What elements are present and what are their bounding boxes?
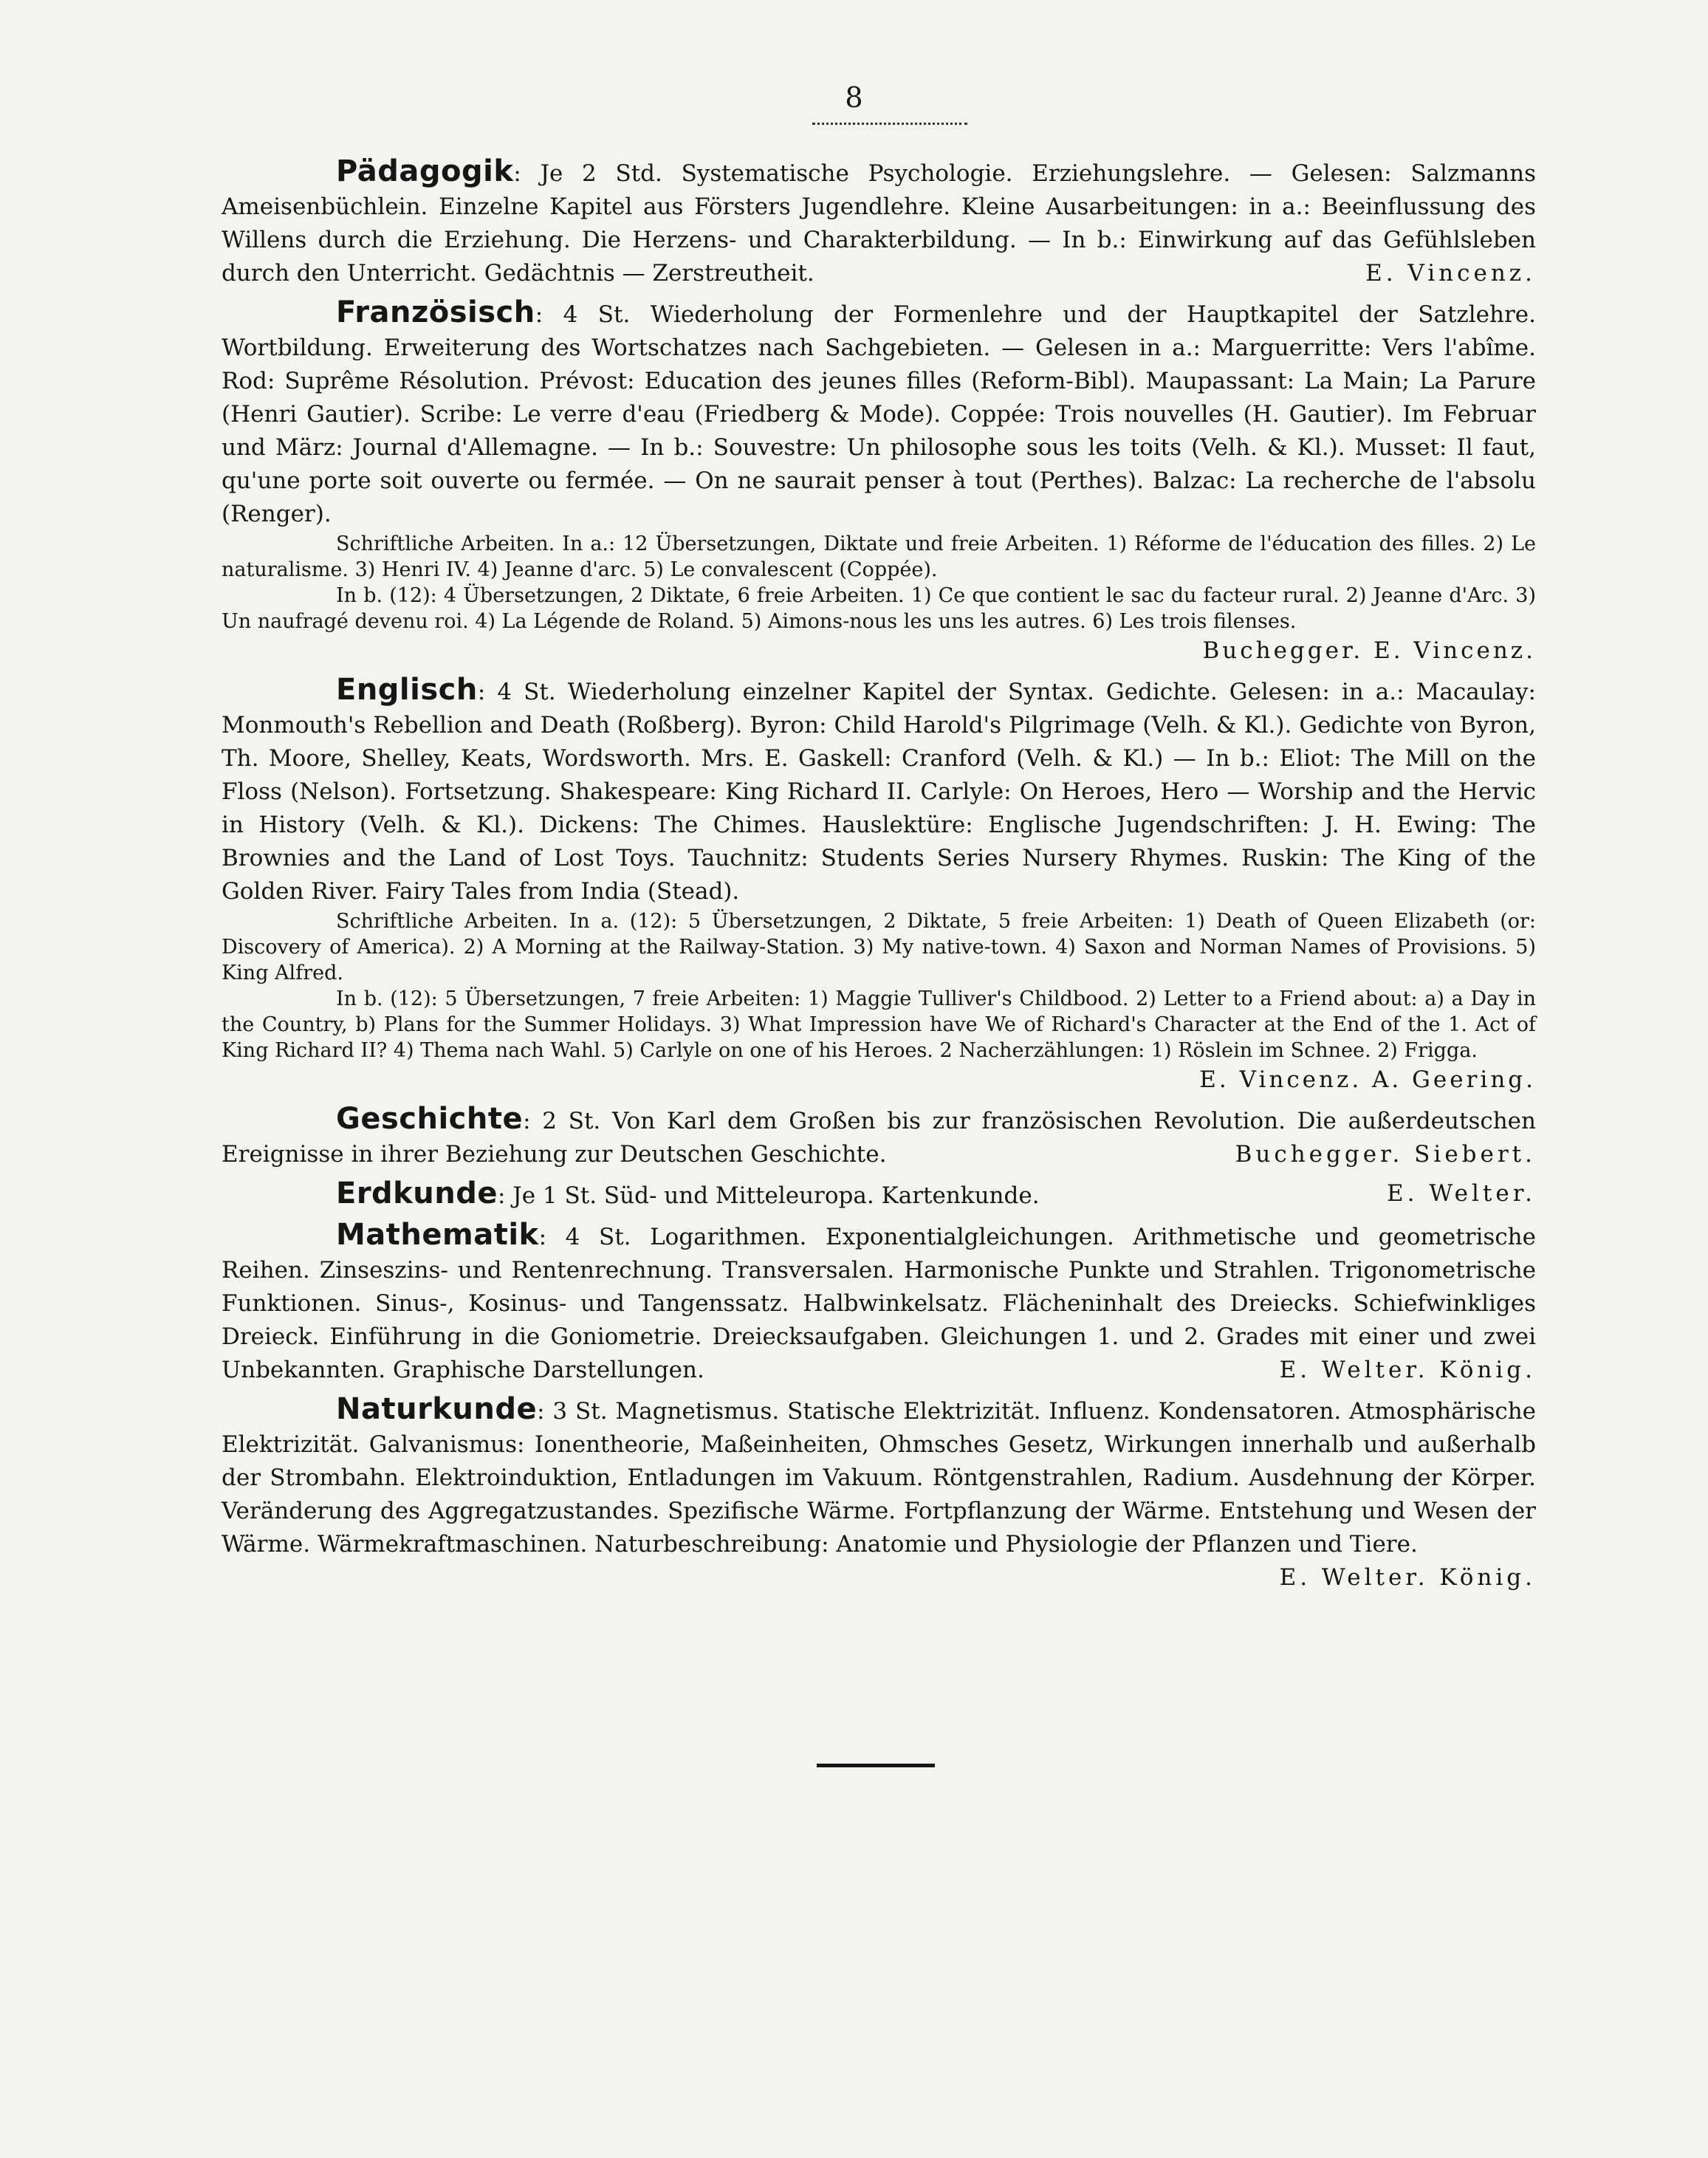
- closing-rule: [817, 1764, 935, 1767]
- franzoesisch-written-a: Schriftliche Arbeiten. In a.: 12 Übersetzungen, Diktate und freie Arbeiten. 1) Réforme de l'éducation des filles. 2) Le naturalisme. 3) Henri IV. 4) Jeanne d'arc. 5) Le convalescent (Coppée).: [222, 532, 1536, 581]
- franzoesisch-teacher: Buchegger. E. Vincenz.: [1202, 637, 1536, 664]
- heading-naturkunde: Naturkunde: [336, 1392, 538, 1426]
- mathematik-text: : 4 St. Logarithmen. Exponentialgleichungen. Arithmetische und geometrische Reihen. Zinseszins- und Rentenrechnung. Transversalen. Harmonische Punkte und Strahlen. Trigonometrische Funktionen. Sinus-, Kosinus- und Tangenssatz. Halbwinkelsatz. Flächeninhalt des Dreiecks. Schiefwinkliges Dreieck. Einführung in die Goniometrie. Dreiecksaufgaben. Gleichungen 1. und 2. Grades mit einer und zwei Unbekannten. Graphische Darstellungen.: [222, 1224, 1536, 1383]
- section-paedagogik: [222, 155, 1536, 290]
- section-franzoesisch: [222, 296, 1536, 668]
- heading-geschichte: Geschichte: [336, 1102, 524, 1136]
- heading-erdkunde: Erdkunde: [336, 1176, 498, 1210]
- heading-franzoesisch: Französisch: [336, 295, 535, 329]
- heading-mathematik: Mathematik: [336, 1218, 539, 1252]
- section-erdkunde: [222, 1177, 1536, 1213]
- paedagogik-text: : Je 2 Std. Systematische Psychologie. Erziehungslehre. — Gelesen: Salzmanns Ameisenbüchlein. Einzelne Kapitel aus Försters Jugendlehre. Kleine Ausarbeitungen: in a.: Beeinflussung des Willens durch die Erziehung. Die Herzens- und Charakterbildung. — In b.: Einwirkung auf das Gefühlsleben durch den Unterricht. Gedächtnis — Zerstreutheit.: [222, 160, 1536, 287]
- heading-englisch: Englisch: [336, 673, 478, 707]
- naturkunde-text: : 3 St. Magnetismus. Statische Elektrizität. Influenz. Kondensatoren. Atmosphärische Elektrizität. Galvanismus: Ionentheorie, Maßeinheiten, Ohmsches Gesetz, Wirkungen innerhalb und außerhalb der Strombahn. Elektroinduktion, Entladungen im Vakuum. Röntgenstrahlen, Radium. Ausdehnung der Körper. Veränderung des Aggregatzustandes. Spezifische Wärme. Fortpflanzung der Wärme. Entstehung und Wesen der Wärme. Wärmekraftmaschinen. Naturbeschreibung: Anatomie und Physiologie der Pflanzen und Tiere.: [222, 1398, 1536, 1558]
- geschichte-text: : 2 St. Von Karl dem Großen bis zur französischen Revolution. Die außerdeutschen Ereignisse in ihrer Beziehung zur Deutschen Geschichte.: [222, 1108, 1536, 1168]
- curriculum-text: [222, 155, 1536, 1594]
- heading-paedagogik: Pädagogik: [336, 154, 514, 188]
- mathematik-teacher: E. Welter. König.: [1279, 1357, 1536, 1383]
- englisch-text: : 4 St. Wiederholung einzelner Kapitel der Syntax. Gedichte. Gelesen: in a.: Macaulay: Monmouth's Rebellion and Death (Roßberg). Byron: Child Harold's Pilgrimage (Velh. & Kl.). Gedichte von Byron, Th. Moore, Shelley, Keats, Wordsworth. Mrs. E. Gaskell: Cranford (Velh. & Kl.) — In b.: Eliot: The Mill on the Floss (Nelson). Fortsetzung. Shakespeare: King Richard II. Carlyle: On Heroes, Hero — Worship and the Hervic in History (Velh. & Kl.). Dickens: The Chimes. Hauslektüre: Englische Jugendschriften: J. H. Ewing: The Brownies and the Land of Lost Toys. Tauchnitz: Students Series Nursery Rhymes. Ruskin: The King of the Golden River. Fairy Tales from India (Stead).: [222, 679, 1536, 905]
- englisch-teacher: E. Vincenz. A. Geering.: [1199, 1066, 1536, 1093]
- franzoesisch-written-b: In b. (12): 4 Übersetzungen, 2 Diktate, 6 freie Arbeiten. 1) Ce que contient le sac du facteur rural. 2) Jeanne d'Arc. 3) Un naufragé devenu roi. 4) La Légende de Roland. 5) Aimons-nous les uns les autres. 6) Les trois filenses.: [222, 584, 1536, 633]
- page-number: 8: [845, 81, 863, 114]
- section-mathematik: [222, 1219, 1536, 1387]
- geschichte-teacher: Buchegger. Siebert.: [1235, 1141, 1536, 1168]
- section-geschichte: [222, 1103, 1536, 1171]
- section-englisch: [222, 674, 1536, 1097]
- paedagogik-teacher: E. Vincenz.: [1365, 260, 1536, 287]
- franzoesisch-text: : 4 St. Wiederholung der Formenlehre und der Hauptkapitel der Satzlehre. Wortbildung. Erweiterung des Wortschatzes nach Sachgebieten. — Gelesen in a.: Marguerritte: Vers l'abîme. Rod: Suprême Résolution. Prévost: Education des jeunes filles (Reform-Bibl). Maupassant: La Main; La Parure (Henri Gautier). Scribe: Le verre d'eau (Friedberg & Mode). Coppée: Trois nouvelles (H. Gautier). Im Februar und März: Journal d'Allemagne. — In b.: Souvestre: Un philosophe sous les toits (Velh. & Kl.). Musset: Il faut, qu'une porte soit ouverte ou fermée. — On ne saurait penser à tout (Perthes). Balzac: La recherche de l'absolu (Renger).: [222, 301, 1536, 527]
- page-number-ornament: [812, 120, 967, 125]
- erdkunde-teacher: E. Welter.: [1386, 1180, 1536, 1207]
- erdkunde-text: : Je 1 St. Süd- und Mitteleuropa. Kartenkunde.: [498, 1182, 1040, 1209]
- section-naturkunde: [222, 1392, 1536, 1591]
- englisch-written-a: Schriftliche Arbeiten. In a. (12): 5 Übersetzungen, 2 Diktate, 5 freie Arbeiten: 1) Death of Queen Elizabeth (or: Discovery of America). 2) A Morning at the Railway-Station. 3) My native-town. 4) Saxon and Norman Names of Provisions. 5) King Alfred.: [222, 910, 1536, 984]
- englisch-written-b: In b. (12): 5 Übersetzungen, 7 freie Arbeiten: 1) Maggie Tulliver's Childbood. 2) Letter to a Friend about: a) a Day in the Country, b) Plans for the Summer Holidays. 3) What Impression have We of Richard's Character at the End of the 1. Act of King Richard II? 4) Thema nach Wahl. 5) Carlyle on one of his Heroes. 2 Nacherzählungen: 1) Röslein im Schnee. 2) Frigga.: [222, 987, 1536, 1062]
- naturkunde-teacher: E. Welter. König.: [1279, 1564, 1536, 1591]
